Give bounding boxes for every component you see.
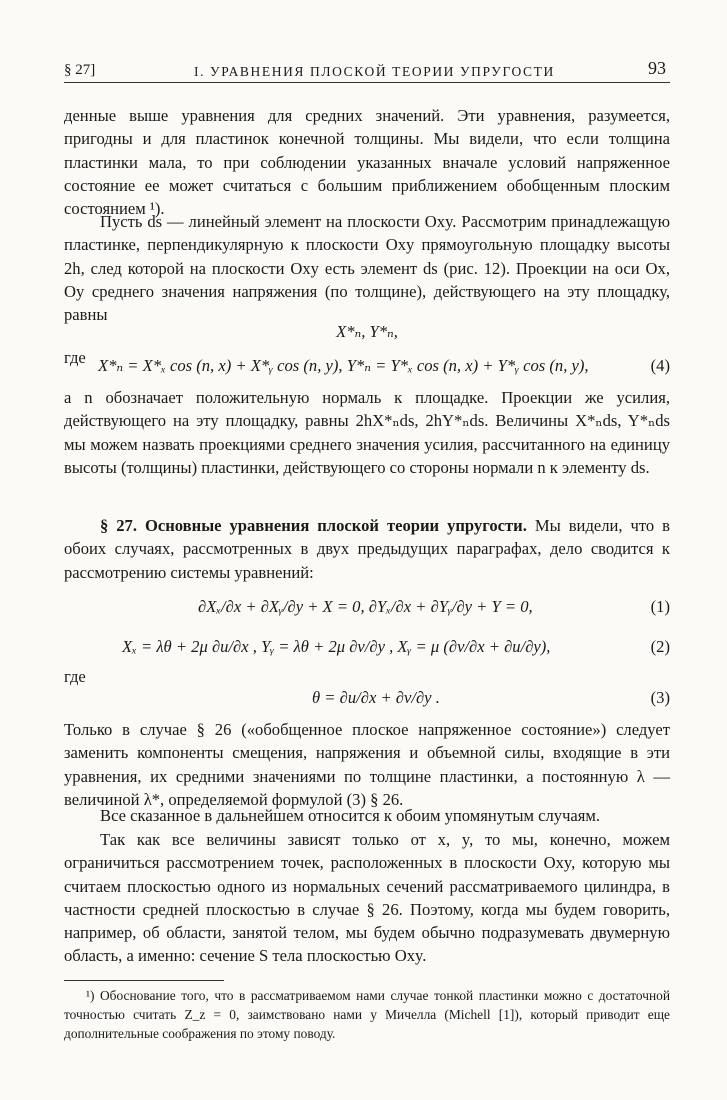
section-heading: § 27. Основные уравнения плоской теории упругости. [100,516,527,535]
where-label-2: где [64,667,86,686]
equation-2-number: (2) [650,637,670,656]
page [64,52,670,1041]
paragraph-3: а n обозначает положительную нормаль к площадке. Проекции же усилия, действующего на эту площадку, равны 2hX*ₙds, 2hY*ₙds. Величины X*ₙds, Y*ₙds мы можем назвать проекциями среднего значения усилия, рассчитанного на единицу высоты (толщины) пластинки, действующего со стороны нормали n к элементу ds. [64,388,670,477]
equation-4-number: (4) [650,356,670,375]
equation-2-body: Xₓ = λθ + 2μ ∂u/∂x , Yᵧ = λθ + 2μ ∂v/∂y , Xᵧ = μ (∂v/∂x + ∂u/∂y), [122,637,551,656]
formula-projections: X*ₙ, Y*ₙ, [336,322,398,341]
equation-4-body: X*ₙ = X*ₓ cos (n, x) + X*ᵧ cos (n, y), Y*ₙ = Y*ₓ cos (n, x) + Y*ᵧ cos (n, y), [98,356,589,375]
paragraph-1: денные выше уравнения для средних значений. Эти уравнения, разумеется, пригодны и для пластинок конечной толщины. Мы видели, что если толщина пластинки мала, то при соблюдении указанных вначале условий напряженное состояние ее может считаться с большим приближением обобщенным плоским состоянием ¹). [64,106,670,219]
equation-1-body: ∂Xₓ/∂x + ∂Xᵧ/∂y + X = 0, ∂Yₓ/∂x + ∂Yᵧ/∂y + Y = 0, [198,597,533,616]
header-title: I. УРАВНЕНИЯ ПЛОСКОЙ ТЕОРИИ УПРУГОСТИ [194,64,555,79]
equation-3-number: (3) [650,688,670,707]
where-label-1: где [64,348,86,367]
paragraph-4 [64,514,670,584]
running-header [64,52,670,83]
paragraph-4-text: Мы видели, что в обоих случаях, рассмотренных в двух предыдущих параграфах, дело сводится к рассмотрению системы уравнений: [64,516,670,582]
paragraph-6: Все сказанное в дальнейшем относится к обоим упомянутым случаям. [100,806,601,825]
equation-3-body: θ = ∂u/∂x + ∂v/∂y . [312,688,440,707]
footnote: ¹) Обоснование того, что в рассматриваемом нами случае тонкой пластинки можно с достаточной точностью считать Z_z = 0, заимствовано нами у Мичелла (Michell [1]), который приводит еще дополнительные соображения по этому поводу. [64,988,670,1041]
equation-1-number: (1) [650,597,670,616]
paragraph-5: Только в случае § 26 («обобщенное плоское напряженное состояние») следует заменить компоненты смещения, напряжения и объемной силы, входящие в эти уравнения, их средними значениями по толщине пластинки, а постоянную λ — величиной λ*, определяемой формулой (3) § 26. [64,720,670,809]
paragraph-7: Так как все величины зависят только от x, y, то мы, конечно, можем ограничиться рассмотрением точек, расположенных в плоскости Oxy, которую мы считаем плоскостью одного из нормальных сечений рассматриваемого цилиндра, в частности средней плоскостью в случае § 26. Поэтому, когда мы будем говорить, например, об области, занятой телом, мы будем обычно подразумевать двумерную область, а именно: сечение S тела плоскостью Oxy. [64,830,670,966]
page-number: 93 [648,58,666,78]
header-section: § 27] [64,62,96,78]
paragraph-2: Пусть ds — линейный элемент на плоскости Oxy. Рассмотрим принадлежащую пластинке, перпендикулярную к плоскости Oxy прямоугольную площадку высоты 2h, след которой на плоскости Oxy есть элемент ds (рис. 12). Проекции на оси Ox, Oy среднего значения напряжения (по толщине), действующего на эту площадку, равны [64,212,670,325]
footnote-rule [64,980,224,981]
